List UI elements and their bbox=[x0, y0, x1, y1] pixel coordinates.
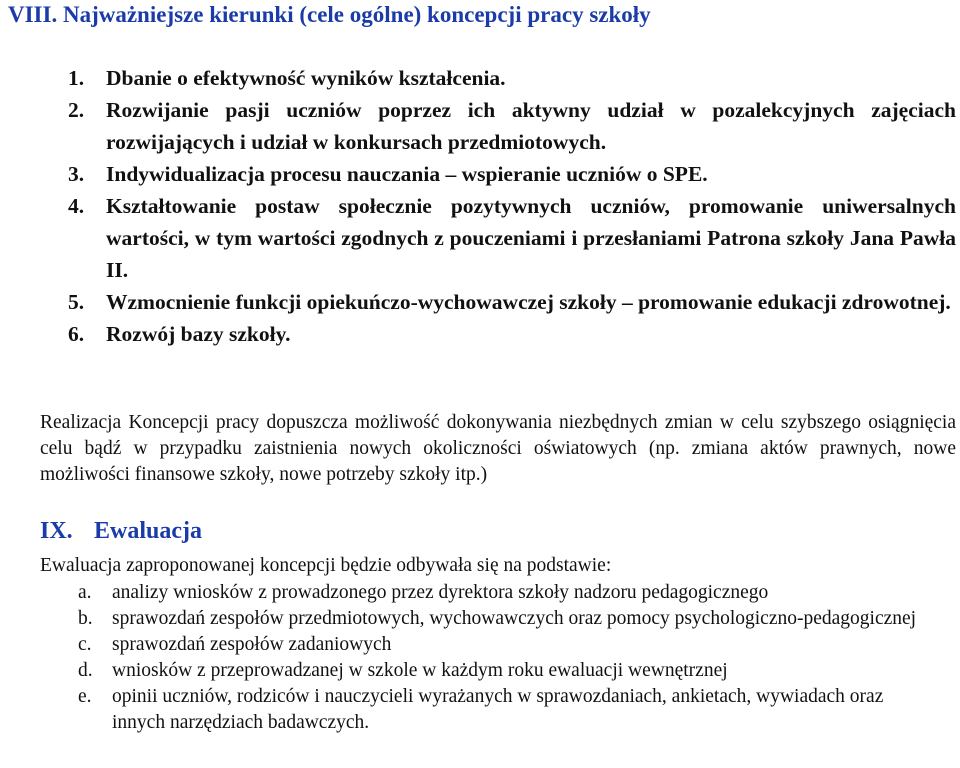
goal-number: 2. bbox=[68, 98, 85, 122]
evaluation-letter: d. bbox=[78, 660, 93, 681]
goal-text: Wzmocnienie funkcji opiekuńczo-wychowawczej szkoły – promowanie edukacji zdrowotnej. bbox=[106, 290, 951, 314]
goal-text: Kształtowanie postaw społecznie pozytywnych uczniów, promowanie uniwersalnych wartości, w tym wartości zgodnych z pouczeniami i przesłaniami Patrona szkoły Jana Pawła II. bbox=[106, 194, 956, 282]
goal-number: 4. bbox=[68, 194, 85, 218]
goal-number: 3. bbox=[68, 162, 85, 186]
goal-item bbox=[0, 158, 960, 190]
goal-text: Indywidualizacja procesu nauczania – wspieranie uczniów o SPE. bbox=[106, 162, 708, 186]
goal-item bbox=[0, 318, 960, 350]
section-viii-title: Najważniejsze kierunki (cele ogólne) koncepcji pracy szkoły bbox=[62, 2, 651, 27]
goal-number: 1. bbox=[68, 66, 85, 90]
section-viii-heading bbox=[8, 0, 651, 30]
goal-item bbox=[0, 62, 960, 94]
goal-item bbox=[0, 94, 960, 158]
evaluation-letter: a. bbox=[78, 582, 92, 603]
evaluation-item bbox=[0, 658, 960, 684]
section-viii-number: VIII. bbox=[8, 2, 58, 27]
evaluation-item bbox=[0, 632, 960, 658]
implementation-note: Realizacja Koncepcji pracy dopuszcza możliwość dokonywania niezbędnych zmian w celu szybszego osiągnięcia celu bądź w przypadku zaistnienia nowych okoliczności oświatowych (np. zmiana aktów prawnych, nowe możliwości finansowe szkoły, nowe potrzeby szkoły itp.) bbox=[40, 412, 956, 485]
evaluation-letter: e. bbox=[78, 686, 92, 707]
goal-number: 5. bbox=[68, 290, 85, 314]
evaluation-letter: c. bbox=[78, 634, 92, 655]
section-ix-number: IX. bbox=[40, 518, 73, 544]
evaluation-text: opinii uczniów, rodziców i nauczycieli wyrażanych w sprawozdaniach, ankietach, wywiadach oraz innych narzędziach badawczych. bbox=[112, 686, 884, 733]
evaluation-list bbox=[0, 580, 960, 736]
goal-text: Rozwijanie pasji uczniów poprzez ich aktywny udział w pozalekcyjnych zajęciach rozwijających i udział w konkursach przedmiotowych. bbox=[106, 98, 956, 154]
section-ix-heading bbox=[40, 516, 202, 546]
evaluation-text: sprawozdań zespołów zadaniowych bbox=[112, 634, 392, 655]
evaluation-text: analizy wniosków z prowadzonego przez dyrektora szkoły nadzoru pedagogicznego bbox=[112, 582, 769, 603]
evaluation-item bbox=[0, 606, 960, 632]
evaluation-text: sprawozdań zespołów przedmiotowych, wychowawczych oraz pomocy psychologiczno-pedagogicznej bbox=[112, 608, 917, 629]
section-ix-title: Ewaluacja bbox=[94, 518, 202, 544]
goal-text: Rozwój bazy szkoły. bbox=[106, 322, 291, 346]
goal-item bbox=[0, 190, 960, 286]
evaluation-item bbox=[0, 580, 960, 606]
goal-item bbox=[0, 286, 960, 318]
evaluation-intro: Ewaluacja zaproponowanej koncepcji będzie odbywała się na podstawie: bbox=[40, 555, 612, 576]
evaluation-letter: b. bbox=[78, 608, 93, 629]
goal-text: Dbanie o efektywność wyników kształcenia. bbox=[106, 66, 506, 90]
goal-number: 6. bbox=[68, 322, 85, 346]
goals-list bbox=[0, 62, 960, 350]
evaluation-item bbox=[0, 684, 960, 736]
evaluation-text: wniosków z przeprowadzanej w szkole w każdym roku ewaluacji wewnętrznej bbox=[112, 660, 728, 681]
